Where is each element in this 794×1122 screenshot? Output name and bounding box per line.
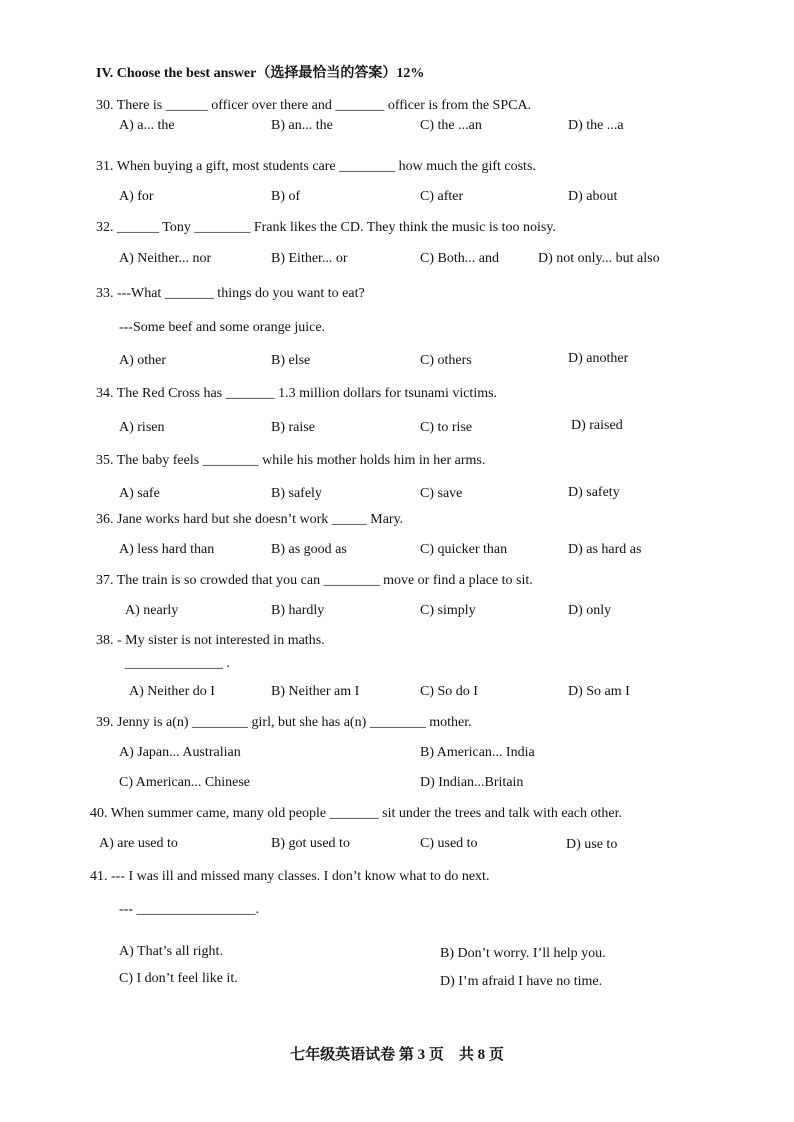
question-32-stem: 32. ______ Tony ________ Frank likes the CD. They think the music is too noisy. xyxy=(96,220,556,235)
q34-option-c: C) to rise xyxy=(420,420,473,435)
page-footer: 七年级英语试卷 第 3 页 共 8 页 xyxy=(290,1047,504,1063)
q32-option-c: C) Both... and xyxy=(420,251,499,266)
q40-option-c: C) used to xyxy=(420,836,478,851)
question-35-stem: 35. The baby feels ________ while his mother holds him in her arms. xyxy=(96,453,486,468)
q32-option-a: A) Neither... nor xyxy=(119,251,212,266)
q31-option-d: D) about xyxy=(568,189,618,204)
q39-option-d: D) Indian...Britain xyxy=(420,775,524,790)
q33-option-d: D) another xyxy=(568,351,629,366)
q33-option-a: A) other xyxy=(119,353,167,368)
q30-option-c: C) the ...an xyxy=(420,118,482,133)
q37-option-a: A) nearly xyxy=(125,603,179,618)
q35-option-d: D) safety xyxy=(568,485,620,500)
question-38-stem: 38. - My sister is not interested in maths. xyxy=(96,633,325,648)
q40-option-a: A) are used to xyxy=(99,836,178,851)
q37-option-b: B) hardly xyxy=(271,603,325,618)
q35-option-a: A) safe xyxy=(119,486,160,501)
q30-option-b: B) an... the xyxy=(271,118,333,133)
question-33-stem: 33. ---What _______ things do you want to eat? xyxy=(96,286,365,301)
q39-option-a: A) Japan... Australian xyxy=(119,745,241,760)
question-31-stem: 31. When buying a gift, most students care ________ how much the gift costs. xyxy=(96,159,536,174)
q36-option-b: B) as good as xyxy=(271,542,347,557)
q32-option-d: D) not only... but also xyxy=(538,251,660,266)
q41-option-d: D) I’m afraid I have no time. xyxy=(440,974,603,989)
q31-option-a: A) for xyxy=(119,189,154,204)
q30-option-a: A) a... the xyxy=(119,118,175,133)
q35-option-c: C) save xyxy=(420,486,463,501)
q39-option-b: B) American... India xyxy=(420,745,535,760)
q30-option-d: D) the ...a xyxy=(568,118,624,133)
question-41-blank: --- _________________. xyxy=(119,902,259,917)
q36-option-a: A) less hard than xyxy=(119,542,215,557)
q37-option-d: D) only xyxy=(568,603,612,618)
q31-option-c: C) after xyxy=(420,189,464,204)
q41-option-a: A) That’s all right. xyxy=(119,944,223,959)
question-41-stem: 41. --- I was ill and missed many classes. I don’t know what to do next. xyxy=(90,869,490,884)
q39-option-c: C) American... Chinese xyxy=(119,775,251,790)
question-37-stem: 37. The train is so crowded that you can ________ move or find a place to sit. xyxy=(96,573,533,588)
q38-option-c: C) So do I xyxy=(420,684,478,699)
q34-option-b: B) raise xyxy=(271,420,315,435)
q34-option-a: A) risen xyxy=(119,420,165,435)
q38-option-a: A) Neither do I xyxy=(129,684,215,699)
q31-option-b: B) of xyxy=(271,189,301,204)
q37-option-c: C) simply xyxy=(420,603,476,618)
question-38-blank: ______________ . xyxy=(125,656,230,671)
question-36-stem: 36. Jane works hard but she doesn’t work _____ Mary. xyxy=(96,512,404,527)
question-40-stem: 40. When summer came, many old people _______ sit under the trees and talk with each other. xyxy=(90,806,622,821)
question-39-stem: 39. Jenny is a(n) ________ girl, but she has a(n) ________ mother. xyxy=(96,715,472,730)
q36-option-c: C) quicker than xyxy=(420,542,508,557)
q33-option-b: B) else xyxy=(271,353,311,368)
question-30-stem: 30. There is ______ officer over there and _______ officer is from the SPCA. xyxy=(96,98,532,113)
q36-option-d: D) as hard as xyxy=(568,542,642,557)
q35-option-b: B) safely xyxy=(271,486,322,501)
q38-option-d: D) So am I xyxy=(568,684,630,699)
q33-option-c: C) others xyxy=(420,353,472,368)
section-title: IV. Choose the best answer（选择最恰当的答案）12% xyxy=(96,66,425,81)
q40-option-b: B) got used to xyxy=(271,836,350,851)
q41-option-c: C) I don’t feel like it. xyxy=(119,971,238,986)
question-33-reply: ---Some beef and some orange juice. xyxy=(119,320,326,335)
q41-option-b: B) Don’t worry. I’ll help you. xyxy=(440,946,606,961)
question-34-stem: 34. The Red Cross has _______ 1.3 million dollars for tsunami victims. xyxy=(96,386,498,401)
q32-option-b: B) Either... or xyxy=(271,251,348,266)
q38-option-b: B) Neither am I xyxy=(271,684,360,699)
q40-option-d: D) use to xyxy=(566,837,618,852)
q34-option-d: D) raised xyxy=(571,418,623,433)
